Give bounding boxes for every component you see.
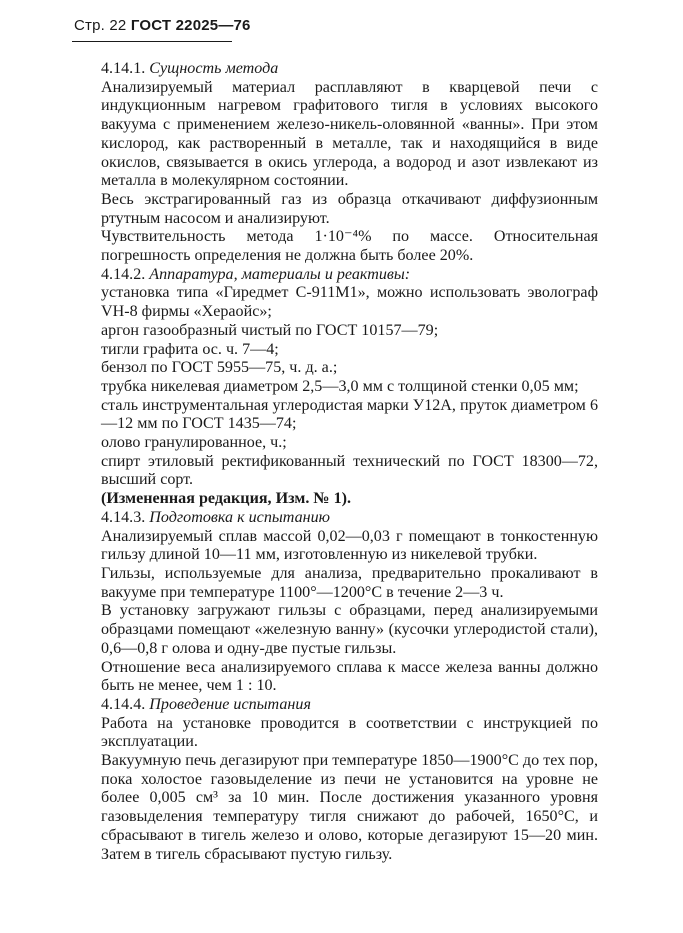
paragraph: Чувствительность метода 1·10⁻⁴% по массе. Относительная погрешность определения не должна быть более 20%. bbox=[101, 228, 598, 265]
paragraph: Вакуумную печь дегазируют при температуре 1850—1900°С до тех пор, пока холостое газовыделение из печи не установится на уровне не более 0,005 см³ за 10 мин. После достижения указанного уровня газовыделения температуру тигля снижают до рабочей, 1650°С, и сбрасывают в тигель железо и олово, которые дегазируют 15—20 мин. Затем в тигель сбрасывают пустую гильзу. bbox=[101, 752, 598, 863]
section-heading-4-14-1 bbox=[101, 60, 598, 79]
section-heading-4-14-4 bbox=[101, 696, 598, 715]
section-heading-4-14-2 bbox=[101, 266, 598, 285]
header-rule bbox=[72, 41, 232, 42]
list-item: бензол по ГОСТ 5955—75, ч. д. а.; bbox=[101, 359, 338, 377]
section-number: 4.14.1. bbox=[101, 60, 146, 77]
paragraph: В установку загружают гильзы с образцами, перед анализируемыми образцами помещают «железную ванну» (кусочки углеродистой стали), 0,6—0,8 г олова и одну-две пустые гильзы. bbox=[101, 602, 598, 657]
list-item: олово гранулированное, ч.; bbox=[101, 434, 287, 452]
section-title: Сущность метода bbox=[149, 60, 279, 77]
section-number: 4.14.2. bbox=[101, 265, 146, 283]
list-item: установка типа «Гиредмет С-911М1», можно использовать эволограф VH-8 фирмы «Хераойс»; bbox=[101, 284, 598, 321]
section-heading-4-14-3 bbox=[101, 509, 598, 528]
list-item: трубка никелевая диаметром 2,5—3,0 мм с толщиной стенки 0,05 мм; bbox=[101, 377, 579, 395]
paragraph: Анализируемый материал расплавляют в кварцевой печи с индукционным нагревом графитового тигля в условиях высокого вакуума с применением железо-никель-оловянной «ванны». При этом кислород, как растворенный в металле, так и находящийся в виде окислов, связывается в окись углерода, а водород и азот извлекают из металла в молекулярном состоянии. bbox=[101, 78, 598, 190]
paragraph: Отношение веса анализируемого сплава к массе железа ванны должно быть не менее, чем 1 : 10. bbox=[101, 658, 598, 695]
page-number-label: Стр. 22 bbox=[74, 17, 127, 34]
list-item: спирт этиловый ректификованный технический по ГОСТ 18300—72, высший сорт. bbox=[101, 452, 598, 489]
amendment-note: (Измененная редакция, Изм. № 1). bbox=[101, 490, 351, 508]
section-title: Подготовка к испытанию bbox=[149, 508, 331, 526]
paragraph: Анализируемый сплав массой 0,02—0,03 г помещают в тонкостенную гильзу длиной 10—11 мм, изготовленную из никелевой трубки. bbox=[101, 527, 598, 564]
section-number: 4.14.3. bbox=[101, 508, 146, 526]
section-number: 4.14.4. bbox=[101, 695, 146, 713]
paragraph: Работа на установке проводится в соответствии с инструкцией по эксплуатации. bbox=[101, 714, 598, 751]
section-title: Аппаратура, материалы и реактивы: bbox=[149, 265, 411, 283]
page-header bbox=[74, 17, 251, 34]
paragraph: Гильзы, используемые для анализа, предварительно прокаливают в вакууме при температуре 1100°—1200°С в течение 2—3 ч. bbox=[101, 564, 598, 601]
standard-code: ГОСТ 22025—76 bbox=[130, 17, 251, 34]
list-item: аргон газообразный чистый по ГОСТ 10157—79; bbox=[101, 321, 439, 339]
document-body bbox=[101, 60, 598, 864]
list-item: сталь инструментальная углеродистая марки У12А, пруток диаметром 6—12 мм по ГОСТ 1435—74; bbox=[101, 396, 598, 433]
section-title: Проведение испытания bbox=[149, 695, 311, 713]
list-item: тигли графита ос. ч. 7—4; bbox=[101, 340, 279, 358]
paragraph: Весь экстрагированный газ из образца откачивают диффузионным ртутным насосом и анализируют. bbox=[101, 190, 598, 227]
